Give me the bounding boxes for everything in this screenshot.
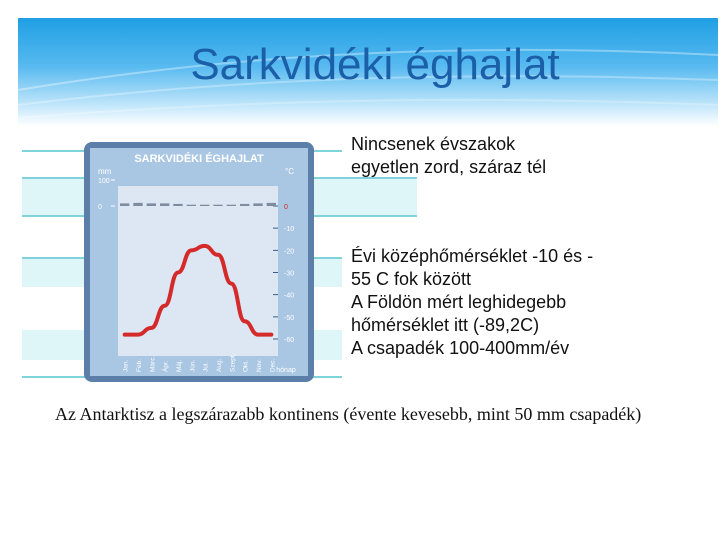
right-tick-label: -10 [284, 226, 295, 234]
climate-chart-image [84, 142, 314, 382]
precipitation-bar [240, 204, 249, 206]
month-label: Jún. [189, 359, 197, 372]
temperature-text-block [351, 245, 686, 360]
month-label: Okt. [242, 360, 250, 372]
month-label: Jan. [122, 359, 130, 372]
bullet-line: Nincsenek évszakok [351, 134, 516, 154]
climate-diagram [84, 142, 314, 382]
bullet-line: A csapadék 100-400mm/év [351, 338, 570, 358]
right-unit-label: °C [285, 167, 294, 176]
right-tick-label: -20 [284, 248, 295, 256]
seasons-text-block [351, 133, 681, 179]
left-unit-label: mm [98, 167, 112, 176]
month-label: Ápr. [162, 360, 170, 372]
month-label: Feb. [136, 358, 143, 372]
precipitation-bar [173, 204, 182, 206]
right-tick-label: -40 [284, 292, 295, 300]
chart-title: SARKVIDÉKI ÉGHAJLAT [134, 153, 264, 165]
precipitation-bar [147, 203, 156, 206]
bullet-line: hőmérséklet itt (-89,2C) [351, 315, 540, 335]
month-label: Máj. [176, 359, 183, 372]
month-axis-label: hónap [276, 367, 296, 374]
month-label: Dec. [269, 358, 277, 372]
precipitation-bar [200, 205, 209, 206]
precipitation-bar [120, 203, 129, 206]
precipitation-bar [227, 205, 236, 206]
right-tick-label: 0 [284, 204, 288, 211]
precipitation-bar [187, 205, 196, 206]
precipitation-bar [267, 203, 276, 206]
left-tick-label: 100 [98, 178, 110, 185]
bullet-line: egyetlen zord, száraz tél [351, 157, 547, 177]
bullet-line: 55 C fok között [351, 269, 472, 289]
precipitation-bar [133, 203, 142, 206]
month-label: Szept. [229, 353, 237, 372]
month-label: Júl. [202, 361, 210, 372]
month-label: Márc. [149, 355, 157, 372]
right-tick-label: -60 [284, 337, 295, 344]
month-label: Aug. [216, 358, 223, 372]
left-tick-label: 0 [98, 204, 102, 211]
slide-title: Sarkvidéki éghajlat [190, 40, 560, 89]
month-label: Nov. [256, 359, 263, 372]
precipitation-bar [213, 205, 222, 206]
precipitation-bar [253, 203, 262, 206]
bullet-line: Évi középhőmérséklet -10 és - [351, 246, 594, 266]
right-tick-label: -50 [284, 314, 295, 322]
precipitation-bar [160, 203, 169, 206]
bullet-line: A Földön mért leghidegebb [351, 292, 567, 312]
right-tick-label: -30 [284, 270, 295, 278]
antarctica-footnote: Az Antarktisz a legszárazabb kontinens (évente kevesebb, mint 50 mm csapadék) [55, 404, 642, 424]
